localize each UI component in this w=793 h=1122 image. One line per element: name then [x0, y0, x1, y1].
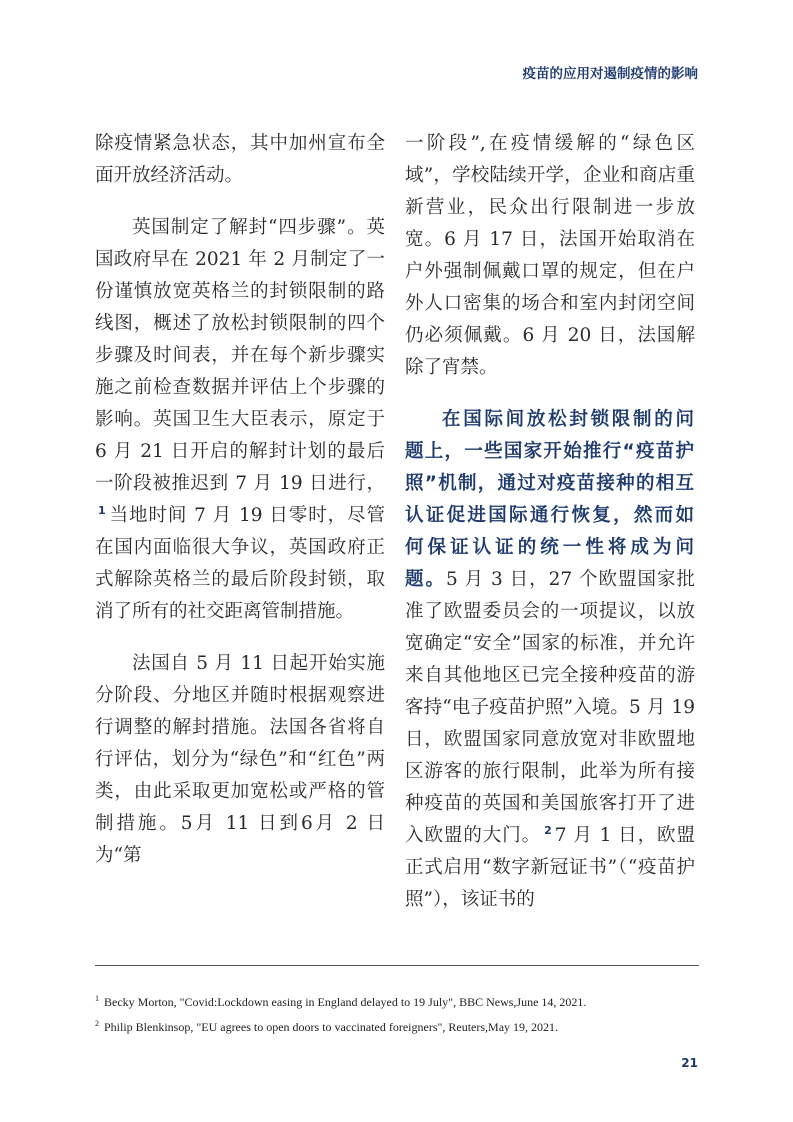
highlighted-statement: 在国际间放松封锁限制的问题上，一些国家开始推行“疫苗护照”机制，通过对疫苗接种的相互认证促进国际通行恢复，然而如何保证认证的统一性将成为问题。 [405, 409, 695, 590]
left-paragraph-2-text-a: 英国制定了解封“四步骤”。英国政府早在 2021 年 2 月制定了一份谨慎放宽英格兰的封锁限制的路线图，概述了放松封锁限制的四个步骤及时间表，并在每个新步骤实施之前检查数据并评估上个步骤的影响。英国卫生大臣表示，原定于 6 月 21 日开启的解封计划的最后一阶段被推迟到 7 月 19 日进行， [95, 217, 385, 494]
footnote-2-number: 2 [95, 1019, 99, 1028]
footnote-2 [95, 1013, 699, 1038]
left-paragraph-3: 法国自 5 月 11 日起开始实施分阶段、分地区并随时根据观察进行调整的解封措施。法国各省将自行评估，划分为“绿色”和“红色”两类，由此采取更加宽松或严格的管制措施。5月 11 日到6月 2 日为“第 [95, 653, 385, 866]
page-number: 21 [681, 1056, 698, 1070]
footnote-1-text: Becky Morton, "Covid:Lockdown easing in England delayed to 19 July", BBC News,June 14, 2021. [104, 995, 587, 1009]
footnote-divider [95, 965, 699, 966]
footnote-1 [95, 988, 699, 1013]
footnote-ref-2[interactable]: 2 [544, 823, 552, 837]
left-paragraph-2 [95, 212, 385, 628]
footnote-2-text: Philip Blenkinsop, "EU agrees to open doors to vaccinated foreigners", Reuters,May 19, 2021. [104, 1020, 559, 1034]
left-paragraph-2-text-b: 当地时间 7 月 19 日零时，尽管在国内面临很大争议，英国政府正式解除英格兰的最后阶段封锁，取消了所有的社交距离管制措施。 [95, 505, 385, 622]
right-paragraph-1: 一阶段”,在疫情缓解的“绿色区域”，学校陆续开学，企业和商店重新营业，民众出行限制进一步放宽。6 月 17 日，法国开始取消在户外强制佩戴口罩的规定，但在户外人口密集的场合和室内封闭空间仍必须佩戴。6 月 20 日，法国解除了宵禁。 [405, 133, 695, 378]
left-paragraph-1: 除疫情紧急状态，其中加州宣布全面开放经济活动。 [95, 133, 385, 186]
footnotes [95, 988, 699, 1038]
left-column [95, 128, 385, 892]
right-column [405, 128, 695, 936]
footnote-1-number: 1 [95, 994, 99, 1003]
right-paragraph-2-text-b: 7 月 1 日，欧盟正式启用“数字新冠证书”（“疫苗护照”），该证书的 [405, 825, 695, 910]
right-paragraph-2-text-a: 5 月 3 日，27 个欧盟国家批准了欧盟委员会的一项提议，以放宽确定“安全”国家的标准，并允许来自其他地区已完全接种疫苗的游客持“电子疫苗护照”入境。5 月 19 日，欧盟国家同意放宽对非欧盟地区游客的旅行限制，此举为所有接种疫苗的英国和美国旅客打开了进入欧盟的大门。 [405, 569, 695, 846]
running-header: 疫苗的应用对遏制疫情的影响 [522, 66, 698, 82]
footnote-ref-1[interactable]: 1 [98, 503, 106, 517]
right-paragraph-2 [405, 404, 695, 916]
